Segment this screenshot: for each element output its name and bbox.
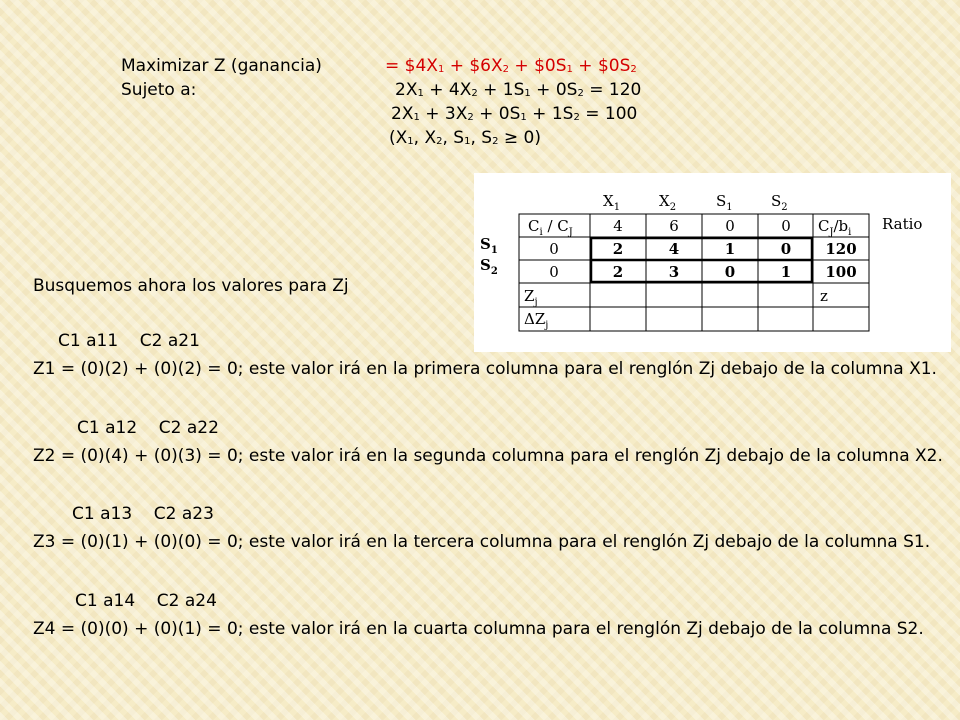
svg-text:3: 3 [668, 263, 680, 281]
svg-text:100: 100 [825, 263, 857, 281]
svg-text:2: 2 [612, 240, 624, 258]
svg-text:6: 6 [669, 217, 679, 235]
basis-s2: $S_2$ [480, 256, 498, 277]
tableau-row-2 [549, 263, 856, 281]
z4-explanation: Z4 = (0)(0) + (0)(1) = 0; este valor irá en la cuarta columna para el renglón Zj debajo de la columna S2. [33, 619, 924, 639]
non-negativity: ($X_1$, $X_2$, $S_1$, $S_2 \ge 0$) [389, 128, 541, 148]
svg-text:2: 2 [612, 263, 624, 281]
simplex-tableau [474, 173, 951, 352]
svg-text:0: 0 [781, 217, 791, 235]
objective-label: Maximizar Z (ganancia) [121, 56, 322, 76]
rhs-header: $C_J/b_i$ [818, 217, 852, 238]
svg-text:0: 0 [549, 240, 559, 258]
z2-explanation: Z2 = (0)(4) + (0)(3) = 0; este valor irá en la segunda columna para el renglón Zj debajo de la columna X2. [33, 446, 943, 466]
subject-to-label: Sujeto a: [121, 80, 197, 100]
ratio-label: Ratio [882, 215, 923, 233]
cost-row-label: $C_i / C_J$ [528, 217, 573, 238]
variable-headers [603, 192, 788, 213]
svg-text:0: 0 [724, 263, 736, 281]
tableau-row-1 [549, 240, 856, 258]
zj-rhs: z [820, 287, 828, 305]
z1-explanation: Z1 = (0)(2) + (0)(2) = 0; este valor irá en la primera columna para el renglón Zj debajo de la columna X1. [33, 359, 937, 379]
z3-explanation: Z3 = (0)(1) + (0)(0) = 0; este valor irá en la tercera columna para el renglón Zj debajo de la columna S1. [33, 532, 931, 552]
objective-equation: = $\$4X_1$ + $\$6X_2$ + $\$0S_1$ + $\$0S_2$ [385, 56, 637, 76]
delta-zj-label: $\Delta Z_j$ [524, 310, 549, 331]
svg-text:0: 0 [725, 217, 735, 235]
svg-text:4: 4 [613, 217, 623, 235]
svg-text:120: 120 [825, 240, 857, 258]
coef-label-3: C1 a13 C2 a23 [72, 504, 214, 524]
header-x2: $X_2$ [659, 192, 677, 213]
zj-label: $Z_j$ [524, 287, 538, 308]
header-s2: $S_2$ [771, 192, 788, 213]
svg-text:0: 0 [549, 263, 559, 281]
constraint-1: $2X_1 + 4X_2 + 1S_1 + 0S_2 = 120$ [395, 80, 642, 100]
coef-label-4: C1 a14 C2 a24 [75, 591, 217, 611]
constraint-2: $2X_1 + 3X_2 + 0S_1 + 1S_2 = 100$ [391, 104, 638, 124]
coef-label-2: C1 a12 C2 a22 [77, 418, 219, 438]
header-s1: $S_1$ [716, 192, 733, 213]
svg-text:4: 4 [668, 240, 680, 258]
basis-s1: $S_1$ [480, 235, 498, 256]
svg-text:1: 1 [780, 263, 792, 281]
intro-text: Busquemos ahora los valores para Zj [33, 276, 349, 296]
coef-label-1: C1 a11 C2 a21 [58, 331, 200, 351]
header-x1: $X_1$ [603, 192, 621, 213]
svg-text:1: 1 [724, 240, 736, 258]
svg-text:0: 0 [780, 240, 792, 258]
